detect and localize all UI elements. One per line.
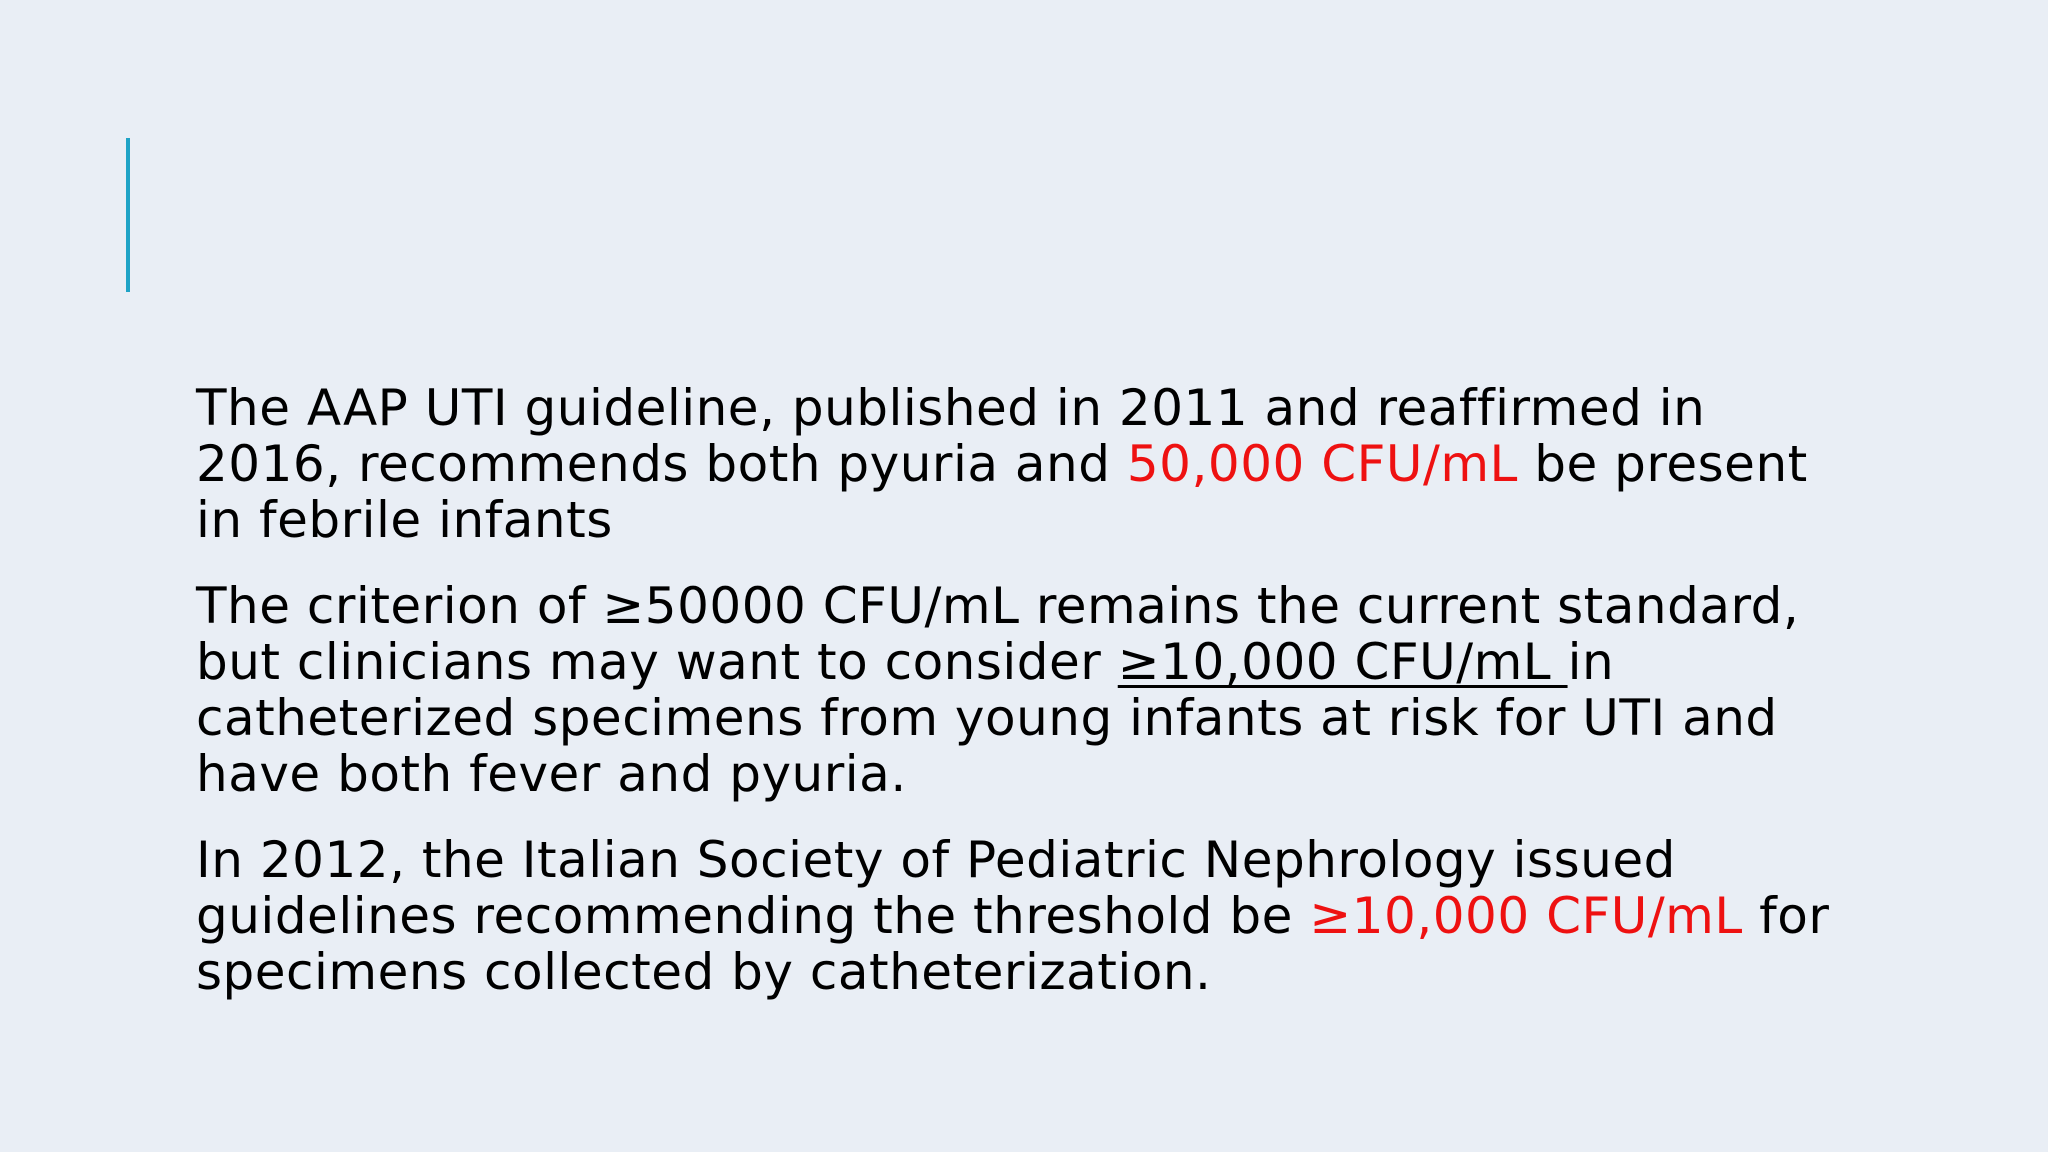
title-accent-bar: [126, 138, 130, 292]
aap-guideline-text: The AAP UTI guideline, published in 2011 and reaffirmed in 2016, recommends both pyuria and: [196, 379, 1706, 493]
criterion-text: The criterion of ≥50000 CFU/mL remains the current standard, but clinicians may want to consider: [196, 577, 1800, 691]
italian-society-text-end: for specimens collected by catheterization.: [196, 887, 1830, 1001]
italian-threshold-highlight: ≥10,000 CFU/mL: [1309, 887, 1743, 945]
paragraph-aap-guideline: [196, 380, 1836, 548]
aap-guideline-text-end: be present in febrile infants: [196, 435, 1808, 549]
criterion-text-end: in catheterized specimens from young infants at risk for UTI and have both fever and pyuria.: [196, 633, 1778, 803]
italian-society-text: In 2012, the Italian Society of Pediatric Nephrology issued guidelines recommending the threshold be: [196, 831, 1676, 945]
paragraph-criterion: [196, 578, 1836, 802]
aap-threshold-highlight: 50,000 CFU/mL: [1126, 435, 1518, 493]
criterion-threshold-underlined: ≥10,000 CFU/mL: [1117, 633, 1568, 691]
paragraph-italian-society: [196, 832, 1836, 1000]
slide-body: [196, 380, 1836, 1030]
